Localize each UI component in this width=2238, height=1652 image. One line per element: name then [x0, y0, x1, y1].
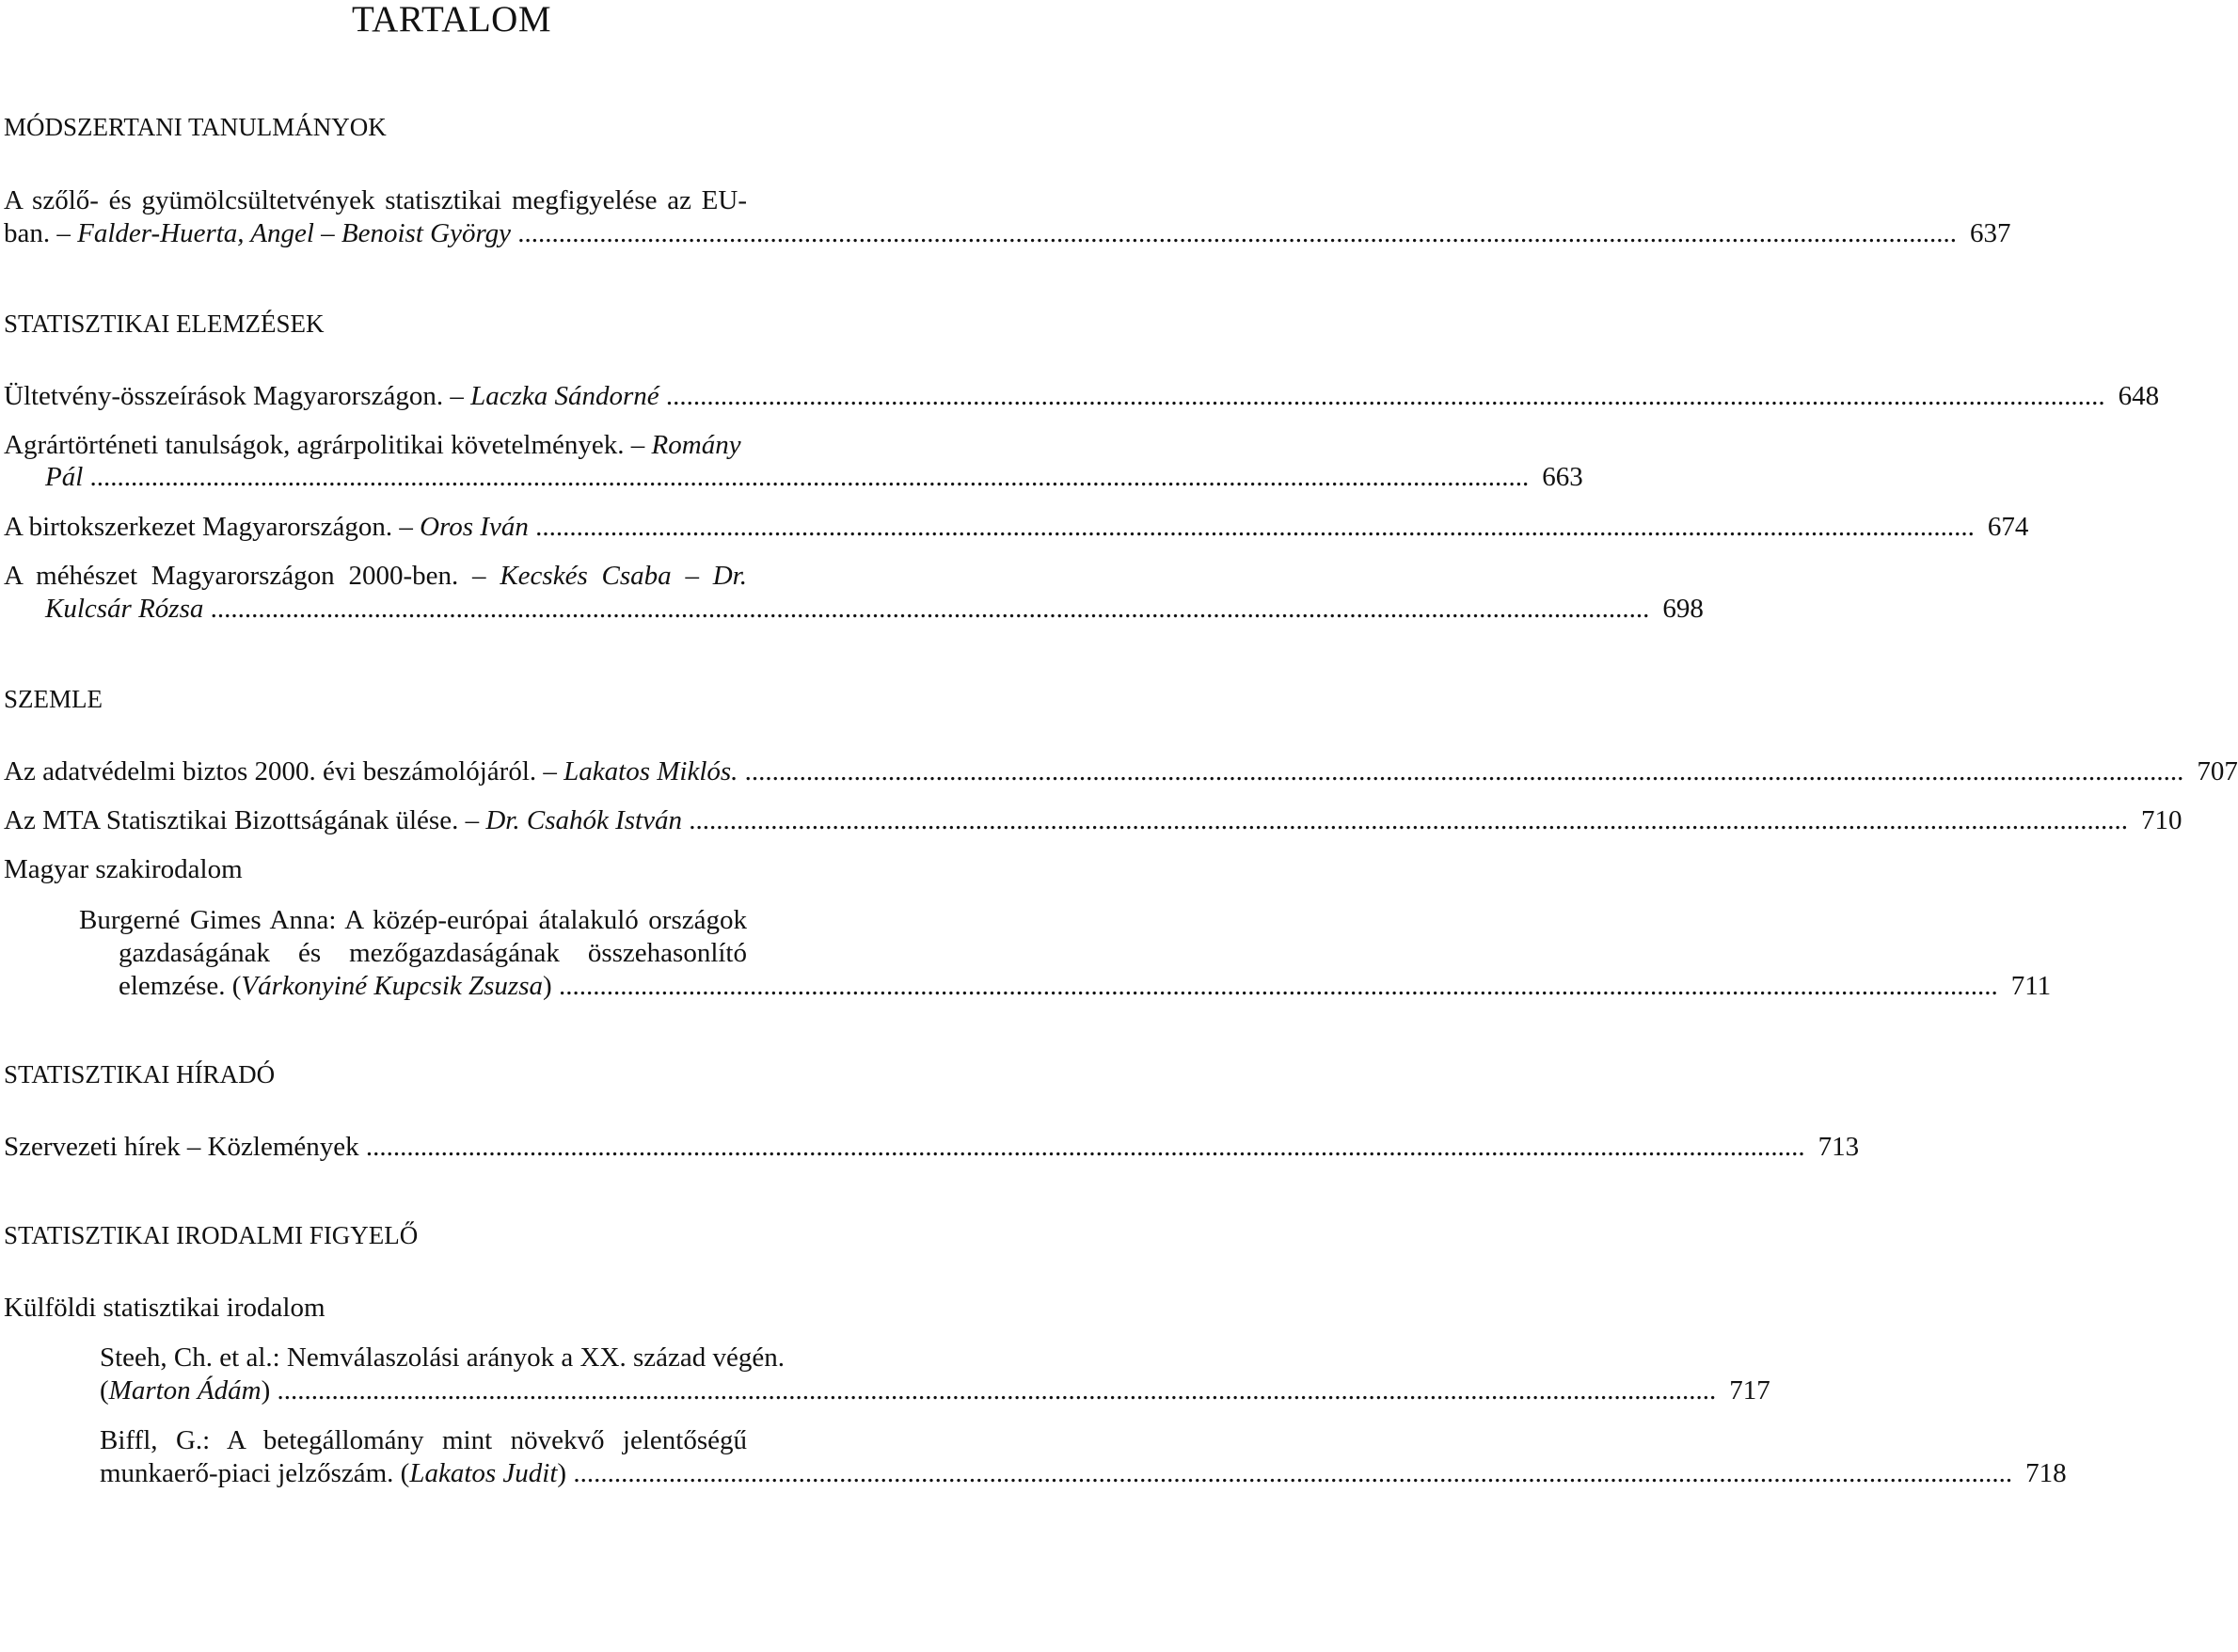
section-heading-modszertani: MÓDSZERTANI TANULMÁNYOK — [4, 113, 387, 141]
toc-page-number: 718 — [2025, 1458, 2067, 1488]
toc-entry-line[interactable] — [4, 1131, 1860, 1163]
toc-page-number: 698 — [1662, 594, 1704, 624]
toc-entry-line[interactable] — [4, 380, 2160, 412]
subsection-heading: Külföldi statisztikai irodalom — [4, 1293, 325, 1323]
section-heading-irodalmi-figyelo: STATISZTIKAI IRODALMI FIGYELŐ — [4, 1221, 419, 1249]
toc-page-number: 663 — [1542, 462, 1583, 492]
toc-page-number: 713 — [1817, 1132, 1860, 1162]
toc-entry-line[interactable] — [4, 511, 2029, 543]
toc-entry-line[interactable] — [4, 804, 2182, 836]
toc-page-number: 637 — [1970, 218, 2011, 248]
toc-page-number: 648 — [2118, 381, 2160, 411]
toc-page-number: 717 — [1729, 1375, 1770, 1406]
toc-entry-author: – Lakatos Miklós. — [543, 756, 738, 786]
toc-entry-author: Marton Ádám — [108, 1375, 262, 1406]
toc-entry-author: – Dr. Csahók István — [465, 805, 682, 835]
toc-entry-title: Szervezeti hírek – Közlemények — [4, 1132, 359, 1162]
toc-page-number: 707 — [2197, 756, 2238, 786]
toc-entry-line[interactable] — [4, 755, 2238, 787]
review-title-line: Biffl, G.: A betegállomány mint növekvő jelentőségű — [100, 1425, 747, 1455]
toc-entry-line[interactable]: (Marton Ádám) ..... 717 — [100, 1374, 749, 1406]
toc-entry-title: Az MTA Statisztikai Bizottságának ülése. — [4, 805, 466, 835]
section-heading-szemle: SZEMLE — [4, 685, 103, 713]
toc-entry-author: – Romány — [630, 430, 741, 460]
toc-entry-title: Ültetvény-összeírások Magyarországon. — [4, 381, 451, 411]
toc-page-number: 711 — [2010, 971, 2052, 1001]
toc-entry-line[interactable] — [4, 217, 2011, 249]
toc-entry-title: ban. — [4, 218, 57, 248]
toc-entry-author: – Kecskés Csaba – Dr. — [472, 561, 747, 591]
toc-page-number: 674 — [1987, 512, 2029, 542]
toc-entry-title-line: Agrártörténeti tanulságok, agrárpolitikai követelmények. – Romány — [4, 430, 741, 460]
toc-entry-author: – Oros Iván — [399, 512, 529, 542]
review-title-line: Steeh, Ch. et al.: Nemválaszolási arányok a XX. század végén. — [100, 1342, 785, 1373]
page-title: TARTALOM — [351, 0, 552, 40]
toc-entry-line[interactable]: elemzése. (Várkonyiné Kupcsik Zsuzsa) ..... 711 — [119, 970, 749, 1002]
toc-entry-title: Az adatvédelmi biztos 2000. évi beszámolójáról. — [4, 756, 544, 786]
review-title-line: gazdaságának és mezőgazdaságának összehasonlító — [119, 938, 747, 968]
toc-entry-author: Pál — [45, 462, 84, 492]
toc-entry-title: A birtokszerkezet Magyarországon. — [4, 512, 400, 542]
toc-entry-author: Lakatos Judit — [409, 1458, 558, 1488]
section-heading-hirado: STATISZTIKAI HÍRADÓ — [4, 1060, 276, 1088]
toc-entry-author: Kulcsár Rózsa — [45, 594, 204, 624]
toc-entry-title-line: A méhészet Magyarországon 2000-ben. – Kecskés Csaba – Dr. — [4, 561, 747, 591]
toc-entry-author: – Laczka Sándorné — [450, 381, 659, 411]
toc-entry-author: – Falder-Huerta, Angel – Benoist György — [56, 218, 512, 248]
toc-page-number: 710 — [2140, 805, 2182, 835]
toc-entry-line[interactable] — [45, 461, 1583, 493]
review-title-line: Burgerné Gimes Anna: A közép-európai átalakuló országok — [79, 905, 747, 935]
toc-entry-author: Várkonyiné Kupcsik Zsuzsa — [241, 971, 544, 1001]
toc-entry-line[interactable]: munkaerő-piaci jelzőszám. (Lakatos Judit) ..... 718 — [100, 1457, 749, 1489]
subsection-heading: Magyar szakirodalom — [4, 854, 243, 884]
toc-entry-title-line: A szőlő- és gyümölcsültetvények statisztikai megfigyelése az EU- — [4, 185, 747, 215]
section-heading-elemzesek: STATISZTIKAI ELEMZÉSEK — [4, 310, 325, 338]
toc-entry-line[interactable] — [45, 593, 1704, 625]
